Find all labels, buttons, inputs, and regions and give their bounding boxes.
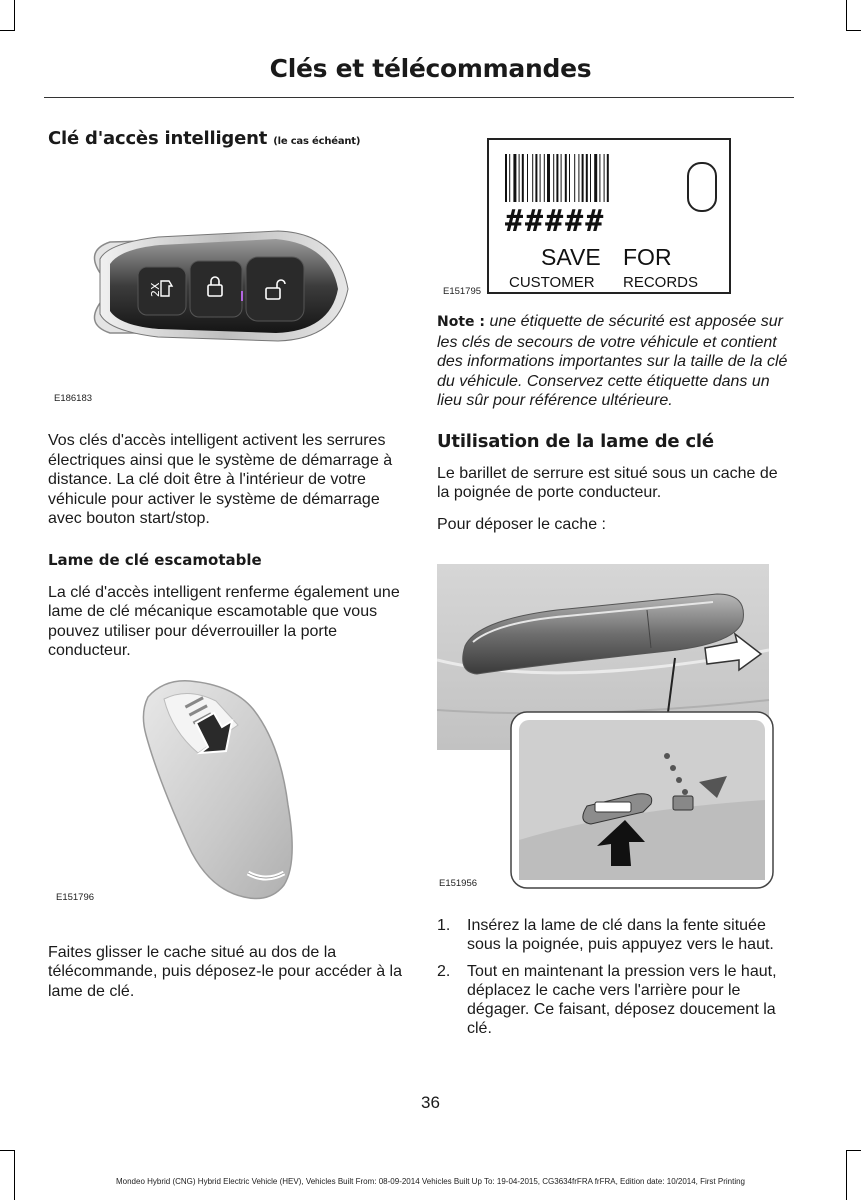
barcode-bar: [582, 154, 584, 202]
barcode-bar: [527, 154, 528, 202]
figure-code: E151795: [443, 286, 482, 297]
barcode-bar: [547, 154, 550, 202]
tag-oval: [687, 162, 717, 212]
figure-door-handle: [437, 550, 793, 902]
figure-code: E151796: [56, 891, 95, 903]
cover-paragraph: Faites glisser le cache situé au dos de la télécommande, puis déposez-le pour accéder à la lame de clé.: [48, 943, 402, 1000]
figure-key-back: [48, 675, 404, 919]
step-text: Tout en maintenant la pression vers le haut, déplacez le cache vers l'arrière pour le dégager. Ce faisant, déposez doucement la clé.: [467, 963, 777, 1037]
page-number: 36: [421, 1093, 440, 1112]
barcode-bar: [509, 154, 510, 202]
subheading-key-blade: Lame de clé escamotable: [48, 550, 262, 569]
left-column: [48, 128, 404, 1001]
crop-mark: [14, 1150, 15, 1200]
tag-save: SAVE: [541, 244, 601, 270]
barcode-bar: [513, 154, 516, 202]
crop-mark: [846, 0, 847, 30]
barcode-bar: [519, 154, 520, 202]
figure-smart-key: [48, 149, 404, 411]
section-heading-text: Clé d'accès intelligent: [48, 128, 268, 149]
crop-mark: [0, 1150, 15, 1151]
section-heading-blade-use: Utilisation de la lame de clé: [437, 430, 714, 452]
barcode-bar: [594, 154, 597, 202]
barcode-bar: [565, 154, 567, 202]
barcode-bar: [574, 154, 575, 202]
step-number: 1.: [437, 917, 451, 934]
note-label: Note :: [437, 314, 485, 330]
barcode-bar: [535, 154, 537, 202]
barcode-bar: [553, 154, 554, 202]
crop-mark: [846, 1150, 861, 1151]
barcode-bar: [544, 154, 545, 202]
figure-security-tag: [437, 128, 793, 300]
section-heading-suffix: (le cas échéant): [273, 136, 361, 147]
page-title: Clés et télécommandes: [269, 54, 592, 83]
tag-customer: CUSTOMER: [509, 274, 595, 291]
barcode-bar: [569, 154, 570, 202]
barcode-bar: [604, 154, 605, 202]
note-paragraph: [437, 312, 793, 411]
barcode-bar: [505, 154, 507, 202]
tag-records: RECORDS: [623, 274, 699, 291]
list-item: [437, 962, 793, 1038]
lock-paragraph: Le barillet de serrure est situé sous un cache de la poignée de porte conducteur.: [437, 464, 778, 501]
svg-text:2X: 2X: [149, 282, 162, 297]
barcode-bar: [607, 154, 609, 202]
barcode-bar: [599, 154, 600, 202]
key-back-illustration: [48, 675, 404, 907]
barcode-bar: [561, 154, 562, 202]
barcode-bar: [578, 154, 579, 202]
steps-list: [437, 916, 793, 1038]
tag-for: FOR: [623, 244, 672, 270]
door-handle-illustration: [437, 550, 793, 890]
step-number: 2.: [437, 963, 451, 980]
note-text: une étiquette de sécurité est apposée sur les clés de secours de votre véhicule et contient des informations importantes sur la taille de la clé du véhicule. Conservez cette étiquette dans un lieu sûr pour référence ultérieure.: [437, 313, 788, 409]
step-text: Insérez la lame de clé dans la fente située sous la poignée, puis appuyez vers le haut.: [467, 917, 774, 953]
crop-mark: [846, 30, 861, 31]
barcode-bar: [586, 154, 588, 202]
intro-paragraph: Vos clés d'accès intelligent activent les serrures électriques ainsi que le système de démarrage à distance. La clé doit être à l'intérieur de votre véhicule pour activer le système de démarrage avec bouton start/stop.: [48, 432, 393, 527]
tag-hashes: #####: [505, 204, 606, 239]
smart-key-illustration: [48, 149, 404, 389]
crop-mark: [0, 30, 15, 31]
right-column: [437, 128, 793, 1038]
title-divider: [44, 97, 794, 98]
barcode-bar: [556, 154, 558, 202]
blade-paragraph: La clé d'accès intelligent renferme également une lame de clé mécanique escamotable que vous pouvez utiliser pour déverrouiller la porte conducteur.: [48, 583, 400, 659]
barcode-bar: [522, 154, 524, 202]
barcode-icon: [505, 154, 675, 202]
barcode-bar: [540, 154, 541, 202]
figure-code: E151956: [439, 878, 478, 889]
list-item: [437, 916, 793, 954]
figure-code: E186183: [54, 393, 93, 404]
security-tag: [487, 138, 731, 294]
crop-mark: [846, 1150, 847, 1200]
page-footer: Mondeo Hybrid (CNG) Hybrid Electric Vehicle (HEV), Vehicles Built From: 08-09-2014 Vehicles Built Up To: 19-04-2015, CG3634frFRA frFRA, Edition date: 10/2014, First Printing: [115, 1177, 746, 1186]
remove-cover-paragraph: Pour déposer le cache :: [437, 515, 606, 533]
section-heading: [48, 128, 404, 149]
barcode-bar: [590, 154, 591, 202]
crop-mark: [14, 0, 15, 30]
barcode-bar: [532, 154, 533, 202]
